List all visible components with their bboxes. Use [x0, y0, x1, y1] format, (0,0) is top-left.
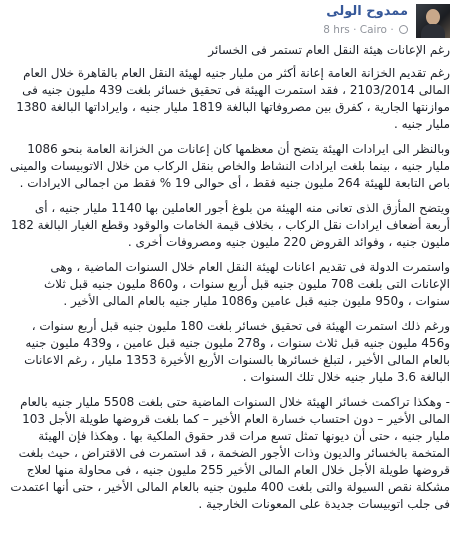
post-paragraph: ورغم ذلك استمرت الهيئة فى تحقيق خسائر بلغت 180 مليون جنيه قبل أربع سنوات ، و456 مليون جنيه قبل ثلاث سنوات ، و278 مليون جنيه قبل عامين ، و439 مليون جنيه بالعام المالى الأخير ، لتبلغ خسائرها بالسنوات الأربع الأخيرة 1353 مليار ، رغم الاعانات البالغة 3.6 مليار جنيه خلال تلك السنوات .: [24, 319, 450, 384]
post-location[interactable]: Cairo: [359, 24, 387, 36]
author-avatar[interactable]: [416, 4, 450, 38]
post-time[interactable]: 8 hrs: [323, 24, 350, 36]
post-meta: [323, 24, 408, 36]
post-title-paragraph: رغم الإعانات هيئة النقل العام تستمر فى الخسائر: [208, 43, 450, 57]
globe-icon[interactable]: [399, 25, 408, 34]
avatar-body-shape: [421, 24, 445, 38]
meta-separator: ·: [353, 24, 357, 36]
post-body: [8, 42, 450, 521]
post-paragraph: ويتضح المأزق الذى تعانى منه الهيئة من بلوغ أجور العاملين بها 1140 مليار جنيه ، أى أربعة أضعاف ايرادات نقل الركاب ، بخلاف قيمة الخامات والوقود وقطع الغيار البالغة 182 مليون جنيه ، وفوائد القروض 220 مليون جنيه ومصروفات أخرى .: [10, 201, 450, 249]
avatar-head-shape: [426, 9, 440, 25]
post-paragraph: واستمرت الدولة فى تقديم اعانات لهيئة النقل العام خلال السنوات الماضية ، وهى الإعانات التى بلغت 708 مليون جنيه قبل أربع سنوات ، و860 مليون جنيه قبل ثلاث سنوات ، و950 مليون جنيه قبل عامين و1086 مليار جنيه بالعام المالى الأخير .: [44, 260, 450, 308]
post-header: [0, 0, 456, 44]
author-name[interactable]: ممدوح الولى: [326, 4, 408, 19]
post-paragraph: وبالنظر الى ايرادات الهيئة يتضح أن معظمها كان إعانات من الخزانة العامة بنحو 1086 مليار جنيه ، بينما بلغت ايرادات النشاط والخاص بنقل الركاب من خلال الاتوبيسات والمينى باص التابعة للهيئة 264 مليون جنيه فقط ، أى حوالى 19 % فقط من اجمالى الايرادات .: [9, 142, 450, 190]
post-paragraph: - وهكذا تراكمت خسائر الهيئة خلال السنوات الماضية حتى بلغت 5508 مليار جنيه بالعام المالى الأخير – دون احتساب خسارة العام الأخير – كما بلغت قروضها طويلة الأجل 103 مليار جنيه ، حتى أن ديونها تمثل تسع مرات قدر حقوق الملكية بها . وهكذا فإن الهيئة المتخمة بالخسائر والديون وذات الأجور الضخمة ، قد استمرت فى الاقتراض ، حيث بلغت قروضها طويلة الأجل خلال العام المالى الأخير 255 مليون جنيه ، فى محاولة منها لعلاج مشكلة نقص السيولة والتى بلغت 400 مليون جنيه بالعام المالى الأخير ، حتى أنها اعتمدت فى جلب اتوبيسات جديدة على المعونات الخارجية .: [10, 395, 450, 511]
post-paragraph: رغم تقديم الخزانة العامة إعانة أكثر من مليار جنيه لهيئة النقل العام بالقاهرة خلال العام المالى 2103/2014 ، فقد استمرت الهيئة فى تحقيق خسائر بلغت 439 مليون جنيه فى موازنتها الجارية ، كفرق بين مصروفاتها البالغة 1819 مليار جنيه ، وايراداتها البالغة 1380 مليار جنيه .: [16, 66, 450, 131]
meta-separator-2: ·: [390, 24, 394, 36]
